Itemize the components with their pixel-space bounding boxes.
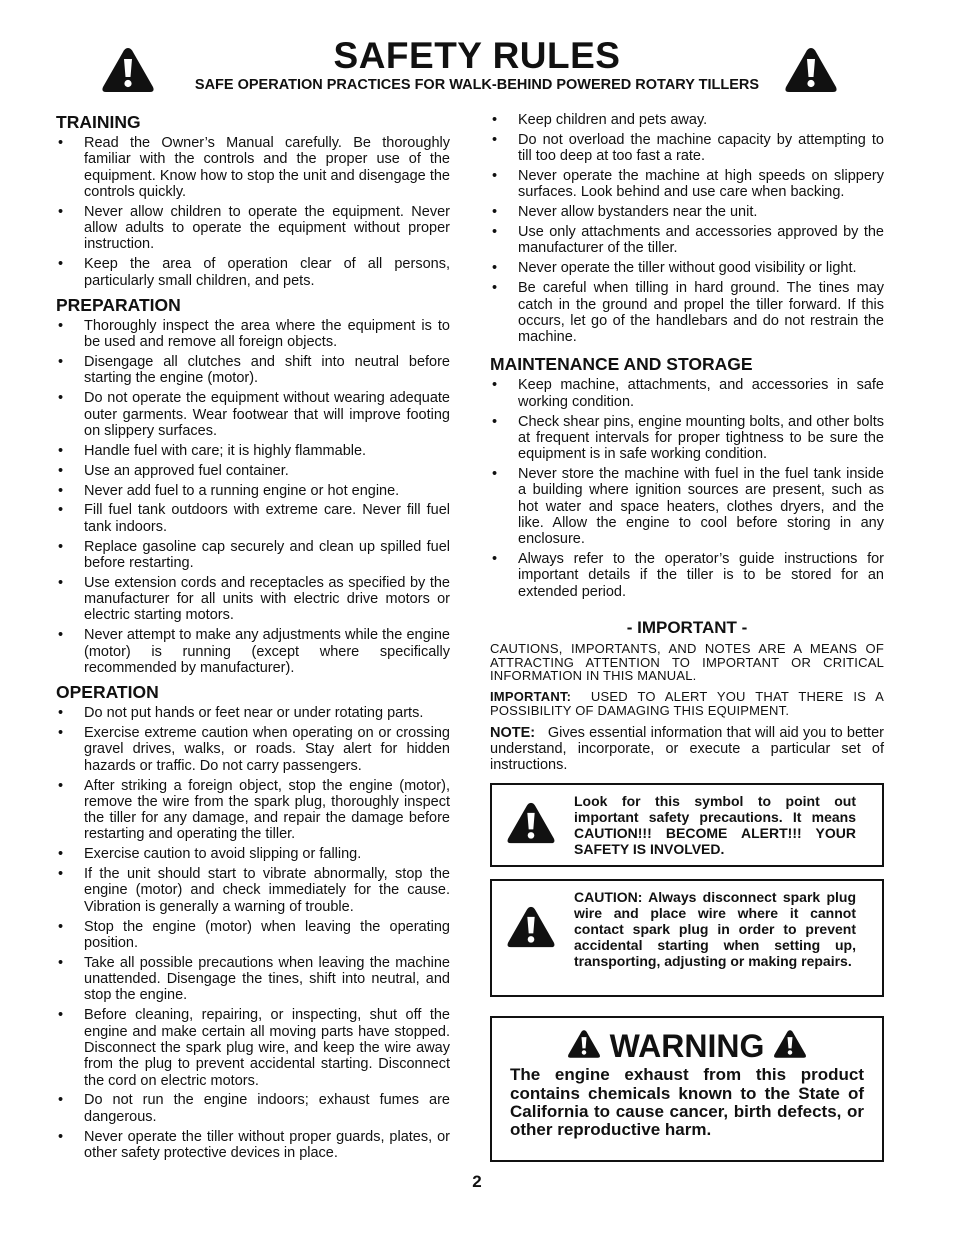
list-item: • Never operate the machine at high speeds on slippery surfaces. Look behind and use care when backing.	[490, 168, 884, 201]
list-item: • Do not overload the machine capacity by attempting to till too deep at too fast a rate.	[490, 132, 884, 165]
list-item: • Keep children and pets away.	[490, 112, 884, 128]
warning-title: WARNING	[609, 1028, 765, 1065]
bullet-list	[56, 705, 450, 1161]
list-item: • Never add fuel to a running engine or hot engine.	[56, 483, 450, 499]
page-subtitle: SAFE OPERATION PRACTICES FOR WALK-BEHIND POWERED ROTARY TILLERS	[194, 77, 760, 93]
list-item: • Thoroughly inspect the area where the equipment is to be used and remove all foreign objects.	[56, 318, 450, 351]
important-text: USED TO ALERT YOU THAT THERE IS A POSSIBILITY OF DAMAGING THIS EQUIPMENT.	[490, 689, 885, 718]
section-heading: MAINTENANCE AND STORAGE	[490, 354, 753, 375]
list-item: • If the unit should start to vibrate abnormally, stop the engine (motor) and check immediately for the cause. Vibration is generally a warning of trouble.	[56, 866, 450, 915]
list-item: • Never store the machine with fuel in the fuel tank inside a building where ignition sources are present, such as hot water and space heaters, clothes dryers, and the like. Allow the engine to cool before storing in any enclosure.	[490, 466, 884, 547]
important-heading: - IMPORTANT -	[626, 618, 748, 638]
note-label: NOTE:	[490, 724, 536, 741]
warning-triangle-icon	[506, 801, 556, 845]
list-item: • Take all possible precautions when leaving the machine unattended. Disengage the tines, shift into neutral, and stop the engine.	[56, 955, 450, 1004]
section-heading: TRAINING	[56, 112, 141, 132]
page-number: 2	[472, 1172, 482, 1191]
section-heading: OPERATION	[56, 682, 159, 703]
operation-section	[56, 682, 450, 1161]
list-item: • Never operate the tiller without good visibility or light.	[490, 260, 884, 276]
list-item: • Check shear pins, engine mounting bolts, and other bolts at frequent intervals for proper tightness to be sure the equipment is in safe working condition.	[490, 414, 884, 463]
page-title: SAFETY RULES	[333, 35, 621, 76]
list-item: • Be careful when tilling in hard ground. The tines may catch in the ground and propel the tiller forward. If this occurs, let go of the handlebars and do not restrain the machine.	[490, 280, 884, 345]
list-item: • Use only attachments and accessories approved by the manufacturer of the tiller.	[490, 224, 884, 257]
training-section	[56, 112, 450, 289]
warning-box	[490, 1016, 884, 1162]
list-item: • Always refer to the operator’s guide instructions for important details if the tiller is to be stored for an extended period.	[490, 551, 884, 600]
section-heading: PREPARATION	[56, 294, 181, 315]
caution-text: CAUTION: Always disconnect spark plug wire and place wire where it cannot contact spark plug in order to prevent accidental starting when setting up, transporting, adjusting or making repairs.	[574, 889, 856, 970]
left-column	[56, 112, 450, 1167]
list-item: • Replace gasoline cap securely and clean up spilled fuel before restarting.	[56, 539, 450, 572]
bullet-list	[490, 377, 884, 600]
operation-continued-section	[490, 112, 884, 345]
caution-box	[490, 879, 884, 997]
list-item: • Never operate the tiller without proper guards, plates, or other safety protective devices in place.	[56, 1129, 450, 1162]
warning-text: The engine exhaust from this product contains chemicals known to the State of California to cause cancer, birth defects, or other reproductive harm.	[510, 1065, 864, 1140]
important-definition	[490, 690, 884, 717]
page-header	[0, 36, 954, 106]
list-item: • Read the Owner’s Manual carefully. Be thoroughly familiar with the controls and the proper use of the equipment. Know how to stop the unit and disengage the controls quickly.	[56, 135, 450, 200]
list-item: • Fill fuel tank outdoors with extreme care. Never fill fuel tank indoors.	[56, 502, 450, 535]
bullet-list	[56, 135, 450, 289]
important-label: IMPORTANT:	[490, 689, 572, 705]
list-item: • Disengage all clutches and shift into neutral before starting the engine (motor).	[56, 354, 450, 387]
list-item: • Exercise extreme caution when operating on or crossing gravel drives, walks, or roads. Stay alert for hidden hazards or traffic. Do not carry passengers.	[56, 725, 450, 774]
list-item: • Never allow bystanders near the unit.	[490, 204, 884, 220]
list-item: • Use extension cords and receptacles as specified by the manufacturer for all units with electric drive motors or electric starting motors.	[56, 575, 450, 624]
list-item: • Do not operate the equipment without wearing adequate outer garments. Wear footwear that will improve footing on slippery surfaces.	[56, 390, 450, 439]
list-item: • Stop the engine (motor) when leaving the operating position.	[56, 919, 450, 952]
maintenance-section	[490, 354, 884, 600]
list-item: • After striking a foreign object, stop the engine (motor), remove the wire from the spark plug, thoroughly inspect the tiller for any damage, and repair the damage before restarting and operating the tiller.	[56, 778, 450, 843]
right-column	[490, 112, 884, 1162]
important-intro	[490, 642, 884, 683]
note-text: Gives essential information that will aid you to better understand, incorporate, or execute a particular set of instructions.	[490, 724, 884, 774]
symbol-explanation-box	[490, 783, 884, 867]
warning-triangle-icon	[784, 46, 838, 94]
important-intro-text: CAUTIONS, IMPORTANTS, AND NOTES ARE A MEANS OF ATTRACTING ATTENTION TO IMPORTANT OR CRITICAL INFORMATION IN THIS MANUAL.	[490, 641, 884, 684]
list-item: • Before cleaning, repairing, or inspecting, shut off the engine and make certain all moving parts have stopped. Disconnect the spark plug wire, and keep the wire away from the plug to prevent accidental starting. Disconnect the cord on electric motors.	[56, 1007, 450, 1088]
list-item: • Do not put hands or feet near or under rotating parts.	[56, 705, 450, 721]
list-item: • Exercise caution to avoid slipping or falling.	[56, 846, 450, 862]
list-item: • Handle fuel with care; it is highly flammable.	[56, 443, 450, 459]
warning-triangle-icon	[773, 1029, 807, 1059]
warning-triangle-icon	[567, 1029, 601, 1059]
list-item: • Use an approved fuel container.	[56, 463, 450, 479]
symbol-explanation-text: Look for this symbol to point out important safety precautions. It means CAUTION!!! BECOME ALERT!!! YOUR SAFETY IS INVOLVED.	[574, 793, 856, 858]
list-item: • Keep the area of operation clear of all persons, particularly small children, and pets.	[56, 256, 450, 289]
list-item: • Keep machine, attachments, and accessories in safe working condition.	[490, 377, 884, 410]
note-definition	[490, 725, 884, 774]
warning-triangle-icon	[506, 905, 556, 949]
bullet-list	[56, 318, 450, 676]
preparation-section	[56, 295, 450, 676]
list-item: • Never allow children to operate the equipment. Never allow adults to operate the equipment without proper instruction.	[56, 204, 450, 253]
bullet-list	[490, 112, 884, 345]
list-item: • Do not run the engine indoors; exhaust fumes are dangerous.	[56, 1092, 450, 1125]
list-item: • Never attempt to make any adjustments while the engine (motor) is running (except where specifically recommended by manufacturer).	[56, 627, 450, 676]
warning-title-row	[492, 1028, 882, 1064]
